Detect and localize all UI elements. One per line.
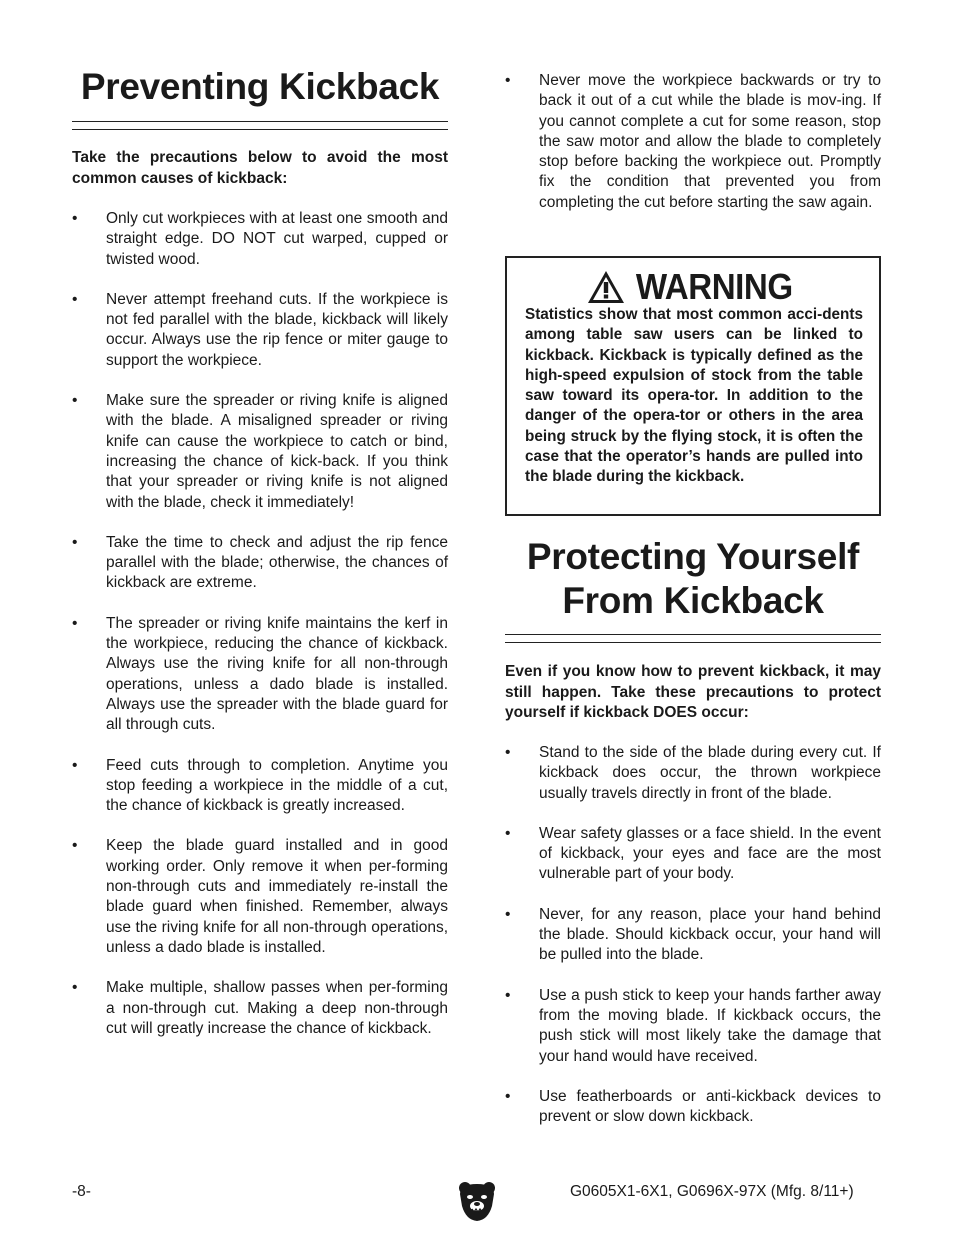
grizzly-bear-logo-icon [456, 1180, 498, 1227]
list-item [72, 533, 448, 594]
list-item [505, 1087, 881, 1128]
bullet-marker: • [505, 744, 511, 761]
bullet-marker: • [505, 905, 511, 923]
list-item [505, 986, 881, 1067]
list-item [72, 978, 448, 1039]
bullet-text: Keep the blade guard installed and in good working order. Only remove it when per-forming non-through cuts and immediately re-install the blade guard when finished. Remember, always use the riving knife for all non-through operations, unless a dado blade is installed. [106, 837, 448, 956]
bullet-marker: • [505, 1087, 511, 1105]
bullet-text: Never move the workpiece backwards or try to back it out of a cut while the blade is mov-ing. If you cannot complete a cut for some reason, stop the saw motor and allow the blade to completely stop before backing the workpiece out. Promptly fix the condition that prevented you from completing the cut before starting the saw again. [539, 72, 881, 211]
list-item [72, 614, 448, 736]
bullet-text: Never, for any reason, place your hand behind the blade. Should kickback occur, your hand will be pulled into the blade. [539, 905, 881, 964]
bullet-marker: • [72, 533, 78, 551]
bullet-text: Wear safety glasses or a face shield. In the event of kickback, your eyes and face are the most vulnerable part of your body. [539, 824, 881, 883]
bullet-marker: • [72, 392, 78, 410]
page-number: -8- [72, 1183, 91, 1200]
list-item [72, 209, 448, 270]
list-item [505, 824, 881, 885]
bullet-marker: • [505, 72, 511, 89]
bullet-text: Never attempt freehand cuts. If the workpiece is not fed parallel with the blade, kickback will likely occur. Always use the rip fence or miter gauge to support the workpiece. [106, 290, 448, 369]
bullet-text: Use a push stick to keep your hands farther away from the moving blade. If kickback occurs, the push stick will most likely take the damage that your hand would have received. [539, 986, 881, 1065]
bullet-text: Use featherboards or anti-kickback devices to prevent or slow down kickback. [539, 1087, 881, 1126]
bullet-marker: • [72, 614, 78, 632]
list-item [72, 290, 448, 371]
title-rule-bottom [505, 642, 881, 643]
bullet-marker: • [72, 979, 78, 997]
bullet-text: The spreader or riving knife maintains the kerf in the workpiece, reducing the chance of kickback. Always use the riving knife for all non-through operations, unless a dado blade is installed. Always use the spreader with the blade guard for all through cuts. [106, 614, 448, 734]
warning-label: WARNING [635, 266, 793, 307]
bullet-text: Feed cuts through to completion. Anytime you stop feeding a workpiece in the middle of a cut, the chance of kickback is greatly increased. [106, 756, 448, 815]
section-title-protecting-yourself [505, 535, 881, 623]
bullet-text: Make multiple, shallow passes when per-forming a non-through cut. Making a deep non-through cut will greatly increase the chance of kickback. [106, 979, 448, 1037]
list-item [505, 743, 881, 804]
list-item [72, 391, 448, 513]
right-intro: Even if you know how to prevent kickback, it may still happen. Take these precautions to protect yourself if kickback DOES occur: [505, 663, 881, 721]
bullet-marker: • [505, 824, 511, 842]
title-rule-bottom [72, 129, 448, 130]
bullet-marker: • [72, 210, 78, 227]
title-rule-top [72, 121, 448, 122]
model-number: G0605X1-6X1, G0696X-97X (Mfg. 8/11+) [570, 1183, 854, 1200]
bullet-text: Only cut workpieces with at least one smooth and straight edge. DO NOT cut warped, cupped or twisted wood. [106, 210, 448, 268]
bullet-marker: • [72, 837, 78, 855]
section-title-preventing-kickback: Preventing Kickback [80, 66, 440, 107]
right-bullet-list [505, 743, 881, 1147]
list-item [72, 836, 448, 958]
title-rule-top [505, 634, 881, 635]
bullet-text: Take the time to check and adjust the rip fence parallel with the blade; otherwise, the chances of kickback are extreme. [106, 533, 448, 592]
warning-box [505, 256, 881, 516]
left-bullet-list [72, 209, 448, 1059]
list-item [72, 756, 448, 817]
title-line-2: From Kickback [562, 580, 824, 621]
warning-text: Statistics show that most common acci-dents among table saw users can be linked to kickback. Kickback is typically defined as the high-speed expulsion of stock from the table saw toward its opera-tor. In addition to the danger of the opera-tor or others in the area being struck by the flying stock, it is often the case that the operator’s hands are pulled into the blade during the kickback. [525, 306, 863, 486]
title-line-1: Protecting Yourself [526, 536, 860, 577]
warning-triangle-icon [587, 270, 625, 304]
right-top-bullet-list [505, 71, 881, 233]
bullet-marker: • [72, 290, 78, 308]
list-item [505, 905, 881, 966]
bullet-marker: • [72, 756, 78, 774]
bullet-text: Stand to the side of the blade during every cut. If kickback does occur, the thrown workpiece usually travels directly in front of the blade. [539, 744, 881, 802]
left-intro: Take the precautions below to avoid the most common causes of kickback: [72, 149, 448, 187]
bullet-text: Make sure the spreader or riving knife is aligned with the blade. A misaligned spreader or riving knife can cause the workpiece to catch or bind, increasing the chance of kick-back. If you think that your spreader or riving knife is not aligned with the blade, check it immediately! [106, 392, 448, 511]
bullet-marker: • [505, 986, 511, 1004]
list-item [505, 71, 881, 213]
warning-header [507, 266, 879, 306]
